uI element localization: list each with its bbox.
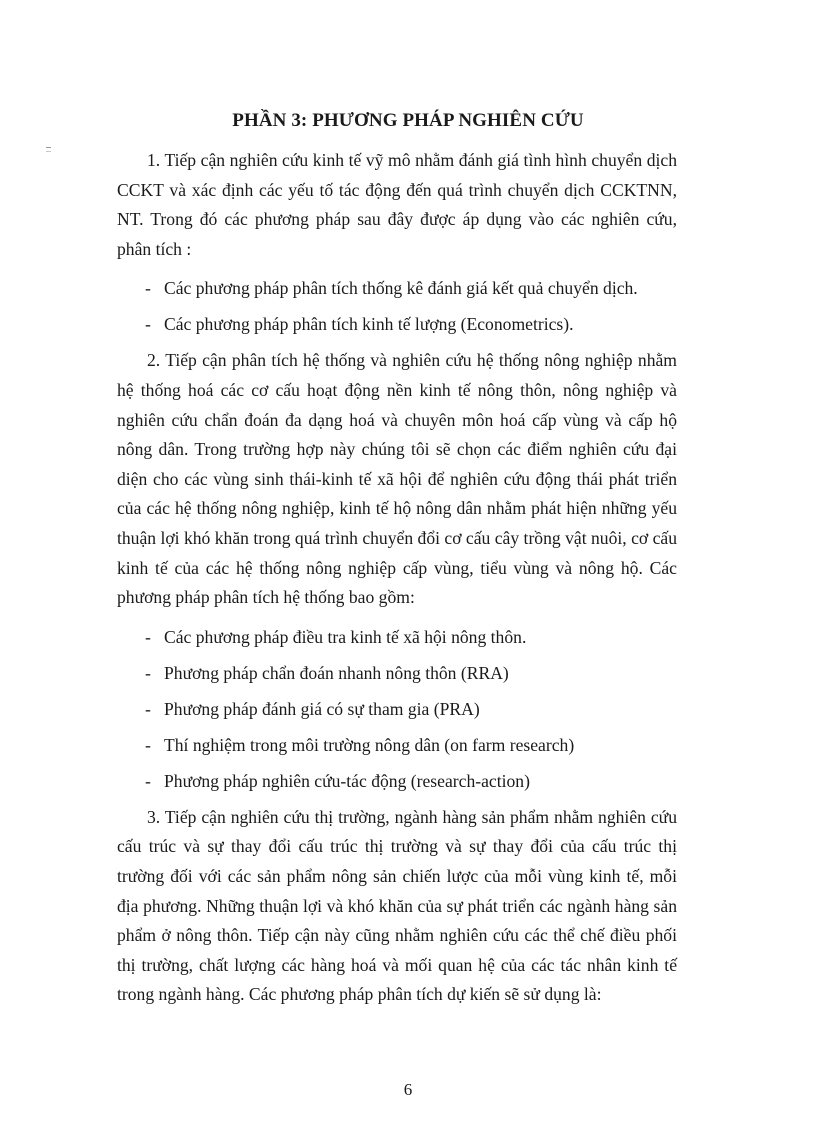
list-item [117, 310, 677, 338]
paragraph-2: 2. Tiếp cận phân tích hệ thống và nghiên cứu hệ thống nông nghiệp nhằm hệ thống hoá các cơ cấu hoạt động nền kinh tế nông thôn, nông nghiệp và nghiên cứu chẩn đoán đa dạng hoá và chuyên môn hoá cấp vùng và cấp hộ nông dân. Trong trường hợp này chúng tôi sẽ chọn các điểm nghiên cứu đại diện cho các vùng sinh thái-kinh tế xã hội để nghiên cứu động thái phát triển của các hệ thống nông nghiệp, kinh tế hộ nông dân nhằm phát hiện những yếu thuận lợi khó khăn trong quá trình chuyển đổi cơ cấu cây trồng vật nuôi, cơ cấu kinh tế của các hệ thống nông nghiệp cấp vùng, tiểu vùng và nông hộ. Các phương pháp phân tích hệ thống bao gồm: [117, 350, 677, 608]
list-item [117, 623, 677, 651]
method-list-1 [117, 274, 677, 338]
list-item-text: Các phương pháp phân tích kinh tế lượng (Econometrics). [164, 314, 574, 335]
list-item [117, 695, 677, 723]
paragraph-1: 1. Tiếp cận nghiên cứu kinh tế vỹ mô nhằm đánh giá tình hình chuyển dịch CCKT và xác định các yếu tố tác động đến quá trình chuyển dịch CCKTNN, NT. Trong đó các phương pháp sau đây được áp dụng vào các nghiên cứu, phân tích : [117, 150, 677, 259]
list-item-text: Các phương pháp điều tra kinh tế xã hội nông thôn. [164, 626, 527, 647]
bullet-dash: - [145, 698, 151, 719]
list-item-text: Phương pháp chẩn đoán nhanh nông thôn (RRA) [164, 662, 509, 683]
method-list-2 [117, 623, 677, 795]
list-item [117, 731, 677, 759]
bullet-dash: - [145, 770, 151, 791]
page-number: 6 [403, 1080, 413, 1099]
document-body [117, 146, 677, 1020]
bullet-dash: - [145, 278, 151, 299]
bullet-dash: - [145, 626, 151, 647]
list-item [117, 659, 677, 687]
list-item-text: Các phương pháp phân tích thống kê đánh giá kết quả chuyển dịch. [164, 278, 638, 299]
bullet-dash: - [145, 662, 151, 683]
list-item [117, 767, 677, 795]
section-title: PHẦN 3: PHƯƠNG PHÁP NGHIÊN CỨU [232, 110, 584, 131]
bullet-dash: - [145, 314, 151, 335]
bullet-dash: - [145, 734, 151, 755]
list-item-text: Phương pháp đánh giá có sự tham gia (PRA) [164, 698, 480, 719]
list-item [117, 274, 677, 302]
list-item-text: Phương pháp nghiên cứu-tác động (research-action) [164, 770, 530, 791]
list-item-text: Thí nghiệm trong môi trường nông dân (on farm research) [164, 734, 575, 755]
scan-artifact [46, 147, 51, 152]
paragraph-3: 3. Tiếp cận nghiên cứu thị trường, ngành hàng sản phẩm nhằm nghiên cứu cấu trúc và sự thay đổi cấu trúc thị trường và sự thay đổi của cấu trúc thị trường đối với các sản phẩm nông sản chiến lược của mỗi vùng kinh tế, mỗi địa phương. Những thuận lợi và khó khăn của sự phát triển các ngành hàng sản phẩm ở nông thôn. Tiếp cận này cũng nhằm nghiên cứu các thể chế điều phối thị trường, chất lượng các hàng hoá và mối quan hệ của các tác nhân kinh tế trong ngành hàng. Các phương pháp phân tích dự kiến sẽ sử dụng là: [117, 806, 677, 1005]
